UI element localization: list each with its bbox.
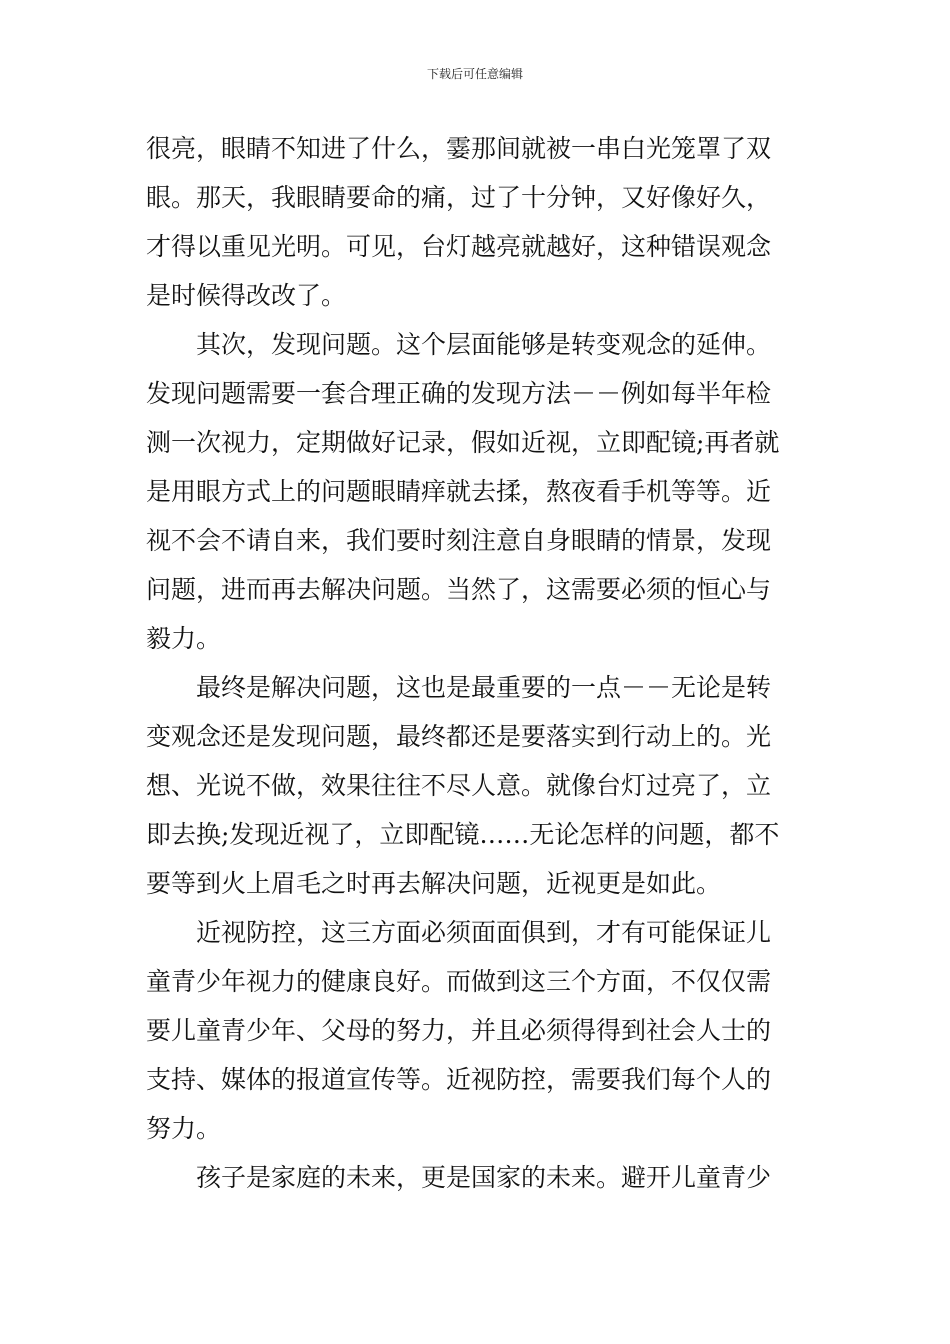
text-line: 视不会不请自来，我们要时刻注意自身眼睛的情景，发现 [146,526,772,555]
text-line: 努力。 [146,1114,222,1143]
text-line: 很亮，眼睛不知进了什么，霎那间就被一串白光笼罩了双 [146,134,772,163]
text-line: 童青少年视力的健康良好。而做到这三个方面，不仅仅需 [146,967,772,996]
paragraph-first-line: 其次，发现问题。这个层面能够是转变观念的延伸。 [196,330,772,359]
paragraph-first-line: 孩子是家庭的未来，更是国家的未来。避开儿童青少 [196,1163,772,1192]
text-line: 要儿童青少年、父母的努力，并且必须得得到社会人士的 [146,1016,772,1045]
text-line: 变观念还是发现问题，最终都还是要落实到行动上的。光 [146,722,772,751]
paragraph-first-line: 最终是解决问题，这也是最重要的一点－－无论是转 [196,673,772,702]
text-line: 问题，进而再去解决问题。当然了，这需要必须的恒心与 [146,575,772,604]
paragraph-first-line: 近视防控，这三方面必须面面俱到，才有可能保证儿 [196,918,772,947]
text-line: 是时候得改改了。 [146,281,347,310]
page-header: 下载后可任意编辑 [426,67,523,81]
text-line: 想、光说不做，效果往往不尽人意。就像台灯过亮了，立 [146,771,772,800]
text-line: 是用眼方式上的问题眼睛痒就去揉，熬夜看手机等等。近 [146,477,772,506]
document-body [146,124,810,1202]
text-line: 即去换;发现近视了，立即配镜……无论怎样的问题，都不 [146,820,780,849]
text-line: 测一次视力，定期做好记录，假如近视，立即配镜;再者就 [146,428,780,457]
text-line: 发现问题需要一套合理正确的发现方法－－例如每半年检 [146,379,772,408]
text-line: 眼。那天，我眼睛要命的痛，过了十分钟，又好像好久， [146,183,772,212]
text-line: 才得以重见光明。可见，台灯越亮就越好，这种错误观念 [146,232,772,261]
text-line: 要等到火上眉毛之时再去解决问题，近视更是如此。 [146,869,722,898]
text-line: 毅力。 [146,624,222,653]
text-line: 支持、媒体的报道宣传等。近视防控，需要我们每个人的 [146,1065,772,1094]
